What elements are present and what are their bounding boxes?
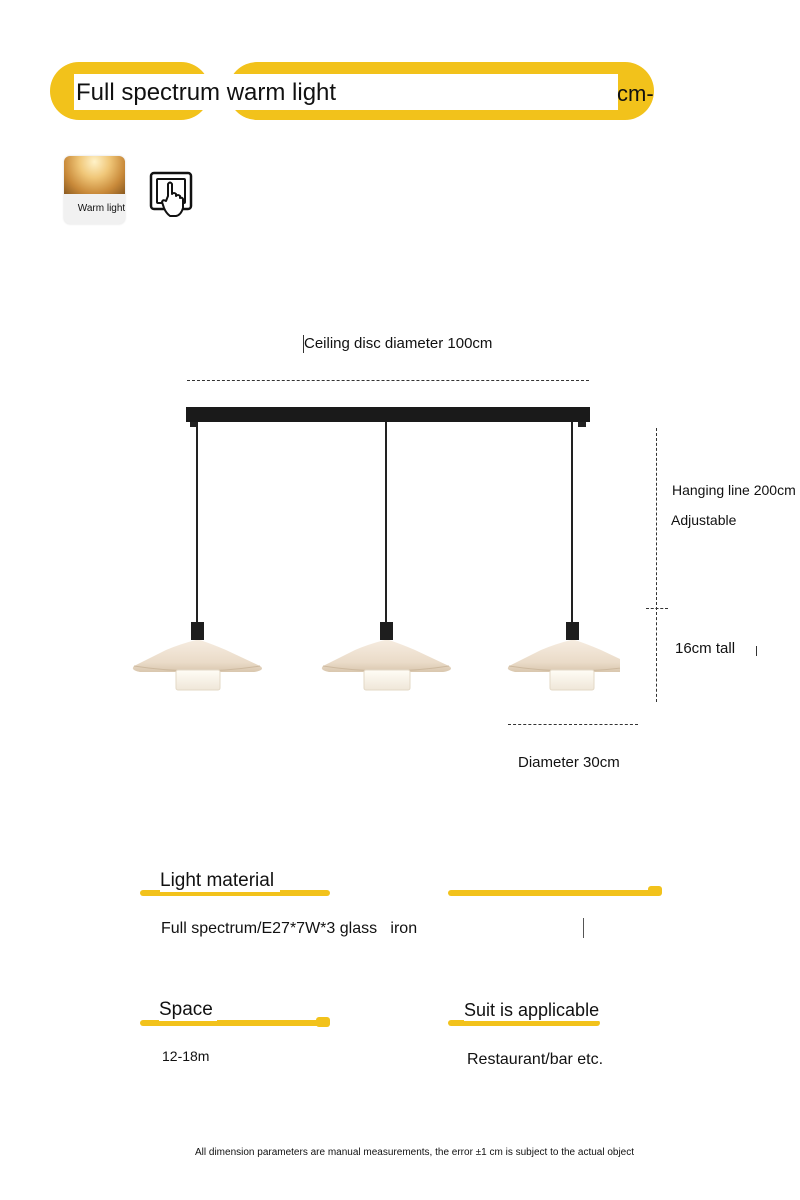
- height-label: 16cm tall: [675, 640, 736, 657]
- adjustable-label: Adjustable: [671, 512, 737, 528]
- space-value: 12-18m: [162, 1048, 210, 1064]
- ceiling-label-tick: [303, 335, 304, 353]
- ceiling-disc-label: Ceiling disc diameter 100cm: [304, 335, 493, 352]
- material-title: Light material: [160, 870, 280, 892]
- warm-light-label: Warm light: [77, 203, 125, 214]
- material-bar-cap: [648, 886, 662, 896]
- pendant-lamp-illustration: [120, 400, 620, 700]
- diameter-dimension-line: [508, 724, 638, 725]
- material-value: Full spectrum/E27*7W*3 glass iron: [161, 920, 418, 937]
- page-title: Full spectrum warm light: [76, 79, 337, 106]
- lamp-right: [508, 622, 620, 690]
- space-title: Space: [159, 999, 217, 1021]
- applicable-value: Restaurant/bar etc.: [467, 1051, 604, 1068]
- material-tick: [583, 918, 584, 938]
- material-bar-right: [448, 890, 654, 896]
- title-suffix: cm-: [617, 81, 654, 106]
- ceiling-disc-dimension-line: [187, 380, 589, 381]
- applicable-title: Suit is applicable: [464, 1000, 603, 1021]
- lamp-left: [133, 622, 262, 690]
- hanging-line-dimension: [656, 428, 657, 610]
- warm-light-swatch-icon: [64, 156, 125, 224]
- hanging-line-label: Hanging line 200cm: [672, 482, 796, 498]
- touch-switch-icon: [148, 170, 196, 222]
- ceiling-bar: [186, 407, 590, 422]
- lamp-middle: [322, 622, 451, 690]
- diameter-label: Diameter 30cm: [518, 754, 620, 771]
- footnote: All dimension parameters are manual measurements, the error ±1 cm is subject to the actual object: [195, 1147, 635, 1158]
- space-bar-cap: [316, 1017, 330, 1027]
- height-label-tick: [756, 646, 757, 656]
- warm-glow: [64, 156, 125, 194]
- hanging-line-end-tick: [646, 608, 668, 609]
- height-dimension: [656, 612, 657, 702]
